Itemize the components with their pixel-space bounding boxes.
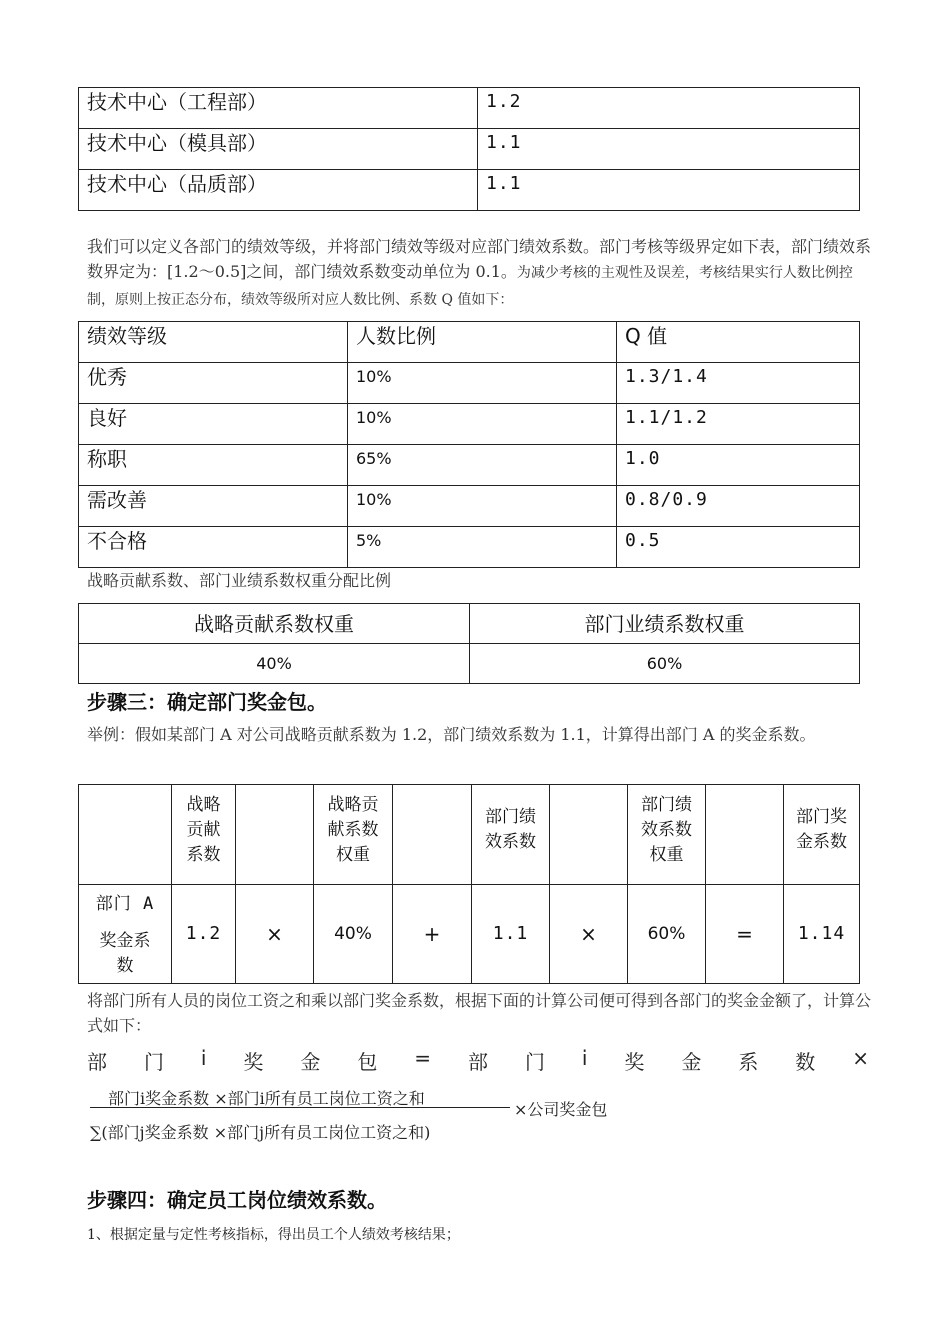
formula-char: 奖	[624, 1050, 645, 1074]
formula-char: 系	[738, 1050, 759, 1074]
calc-equals: =	[706, 885, 784, 984]
formula-char: 部	[468, 1050, 488, 1074]
step4-item-1: 1、根据定量与定性考核指标，得出员工个人绩效考核结果；	[87, 1227, 460, 1243]
grade-cell: 优秀	[79, 363, 348, 404]
calc-multiply-2: ×	[550, 885, 628, 984]
strategy-weight-value: 40%	[79, 644, 470, 684]
formula-char: 门	[524, 1050, 545, 1074]
row-label-dept-a	[79, 885, 172, 984]
q-cell: 0.5	[617, 527, 860, 568]
ratio-cell: 10%	[348, 486, 617, 527]
formula-denominator: ∑(部门j奖金系数 ×部门j所有员工岗位工资之和)	[90, 1123, 431, 1142]
calc-dept-weight: 60%	[628, 885, 706, 984]
grade-intro-paragraph	[87, 234, 872, 313]
formula-char: ×	[852, 1046, 869, 1070]
dept-value-cell: 1.2	[478, 88, 860, 129]
calc-strategy-weight: 40%	[314, 885, 393, 984]
row-label-line2: 奖金系数	[99, 931, 151, 976]
formula-numerator: 部门i奖金系数 ×部门i所有员工岗位工资之和	[108, 1089, 425, 1108]
dept-weight-col-header	[628, 785, 706, 885]
calc-header-empty	[393, 785, 472, 885]
q-header: Q 值	[617, 322, 860, 363]
q-cell: 1.3/1.4	[617, 363, 860, 404]
calc-strategy-coef: 1.2	[172, 885, 236, 984]
row-label-line1: 部门 A	[95, 894, 155, 914]
calc-header-empty	[79, 785, 172, 885]
calc-plus: +	[393, 885, 472, 984]
formula-char: =	[414, 1046, 432, 1070]
grade-cell: 良好	[79, 404, 348, 445]
weight-caption: 战略贡献系数、部门业绩系数权重分配比例	[87, 571, 392, 590]
ratio-header: 人数比例	[348, 322, 617, 363]
dept-coefficient-table	[78, 87, 860, 211]
bonus-calc-table	[78, 784, 860, 984]
formula-char: 部	[87, 1050, 107, 1074]
q-cell: 0.8/0.9	[617, 486, 860, 527]
ratio-cell: 5%	[348, 527, 617, 568]
calc-header-empty	[236, 785, 314, 885]
ratio-cell: 65%	[348, 445, 617, 486]
step3-example: 举例：假如某部门 A 对公司战略贡献系数为 1.2，部门绩效系数为 1.1，计算得出部门 A 的奖金系数。	[87, 725, 816, 744]
formula-char: 门	[143, 1050, 164, 1074]
dept-coef-header-text: 部门绩效系数	[485, 807, 536, 852]
dept-name-cell: 技术中心（工程部）	[79, 88, 478, 129]
grade-cell: 需改善	[79, 486, 348, 527]
formula-char: 数	[795, 1050, 816, 1074]
dept-value-cell: 1.1	[478, 170, 860, 211]
grade-intro-text-a: 我们可以定义各部门的绩效等级，并将部门绩效等级对应部门绩效系数。部门考核等级界定如下表，部门绩效系数界定为：[1.2～0.5]之间，部门绩效系数变动单位为 0.1。	[87, 237, 872, 281]
weight-table	[78, 603, 860, 684]
dept-bonus-coef-header-text: 部门奖金系数	[796, 807, 847, 852]
dept-value-cell: 1.1	[478, 129, 860, 170]
formula-lhs	[87, 1046, 869, 1075]
strategy-coef-header	[172, 785, 236, 885]
dept-name-cell: 技术中心（品质部）	[79, 170, 478, 211]
calc-dept-coef: 1.1	[472, 885, 550, 984]
formula-tail: ×公司奖金包	[514, 1100, 608, 1119]
grade-cell: 称职	[79, 445, 348, 486]
grade-header: 绩效等级	[79, 322, 348, 363]
formula-char: i	[200, 1046, 207, 1070]
dept-weight-col-header-text: 部门绩效系数权重	[641, 795, 692, 865]
grade-intro-text-b: 为减少考核的主观性及误差，考核结果实行人数比例控制，原则上按正态分布，绩效等级所对应人数比例、系数 Q 值如下：	[87, 265, 853, 308]
ratio-cell: 10%	[348, 404, 617, 445]
performance-weight-header: 部门业绩系数权重	[470, 604, 860, 644]
formula-char: i	[581, 1046, 588, 1070]
q-cell: 1.1/1.2	[617, 404, 860, 445]
calc-header-empty	[550, 785, 628, 885]
step3-heading: 步骤三：确定部门奖金包。	[87, 690, 327, 714]
dept-name-cell: 技术中心（模具部）	[79, 129, 478, 170]
q-cell: 1.0	[617, 445, 860, 486]
strategy-coef-header-text: 战略贡献系数	[186, 795, 221, 865]
formula-char: 奖	[243, 1050, 264, 1074]
dept-bonus-coef-header	[784, 785, 860, 885]
calc-multiply-1: ×	[236, 885, 314, 984]
calc-header-empty	[706, 785, 784, 885]
fraction-bar	[90, 1107, 510, 1108]
strategy-weight-col-header	[314, 785, 393, 885]
dept-coef-header	[472, 785, 550, 885]
strategy-weight-header: 战略贡献系数权重	[79, 604, 470, 644]
step4-heading: 步骤四：确定员工岗位绩效系数。	[87, 1188, 387, 1212]
calc-result: 1.14	[784, 885, 860, 984]
formula-char: 金	[681, 1050, 702, 1074]
formula-intro-paragraph: 将部门所有人员的岗位工资之和乘以部门奖金系数，根据下面的计算公司便可得到各部门的奖金金额了，计算公式如下：	[87, 991, 872, 1035]
grade-table	[78, 321, 860, 568]
formula-char: 金	[300, 1050, 321, 1074]
formula-char: 包	[357, 1050, 378, 1074]
strategy-weight-col-header-text: 战略贡献系数权重	[327, 795, 379, 865]
grade-cell: 不合格	[79, 527, 348, 568]
ratio-cell: 10%	[348, 363, 617, 404]
performance-weight-value: 60%	[470, 644, 860, 684]
